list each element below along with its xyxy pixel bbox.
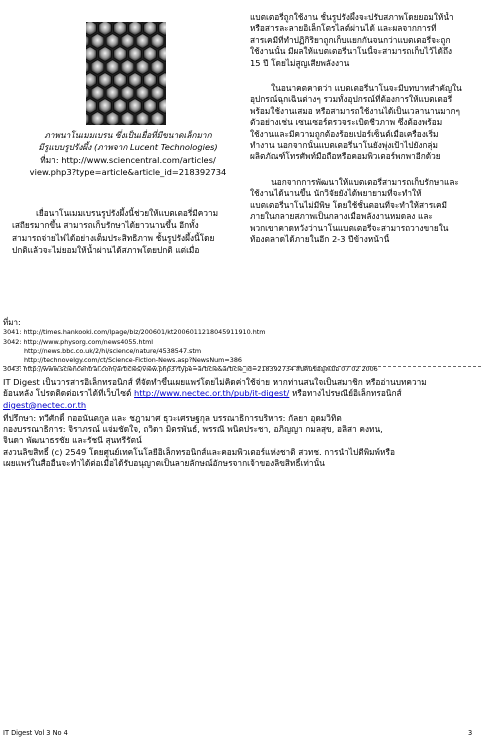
right-column-text <box>250 12 478 255</box>
footer-issue: IT Digest Vol 3 No 4 <box>3 729 68 737</box>
copyright-line-1: สงวนลิขสิทธิ์ (c) 2549 โดยศูนย์เทคโนโลยีอิเล็กทรอนิกส์และคอมพิวเตอร์แห่งชาติ สวทช. การนำไปตีพิมพ์หรือ <box>3 446 395 457</box>
text-line: ท้องตลาดได้ภายในอีก 2-3 ปีข้างหน้านี้ <box>250 233 390 244</box>
honeycomb-cell <box>121 34 134 49</box>
figure-caption <box>12 129 244 179</box>
honeycomb-cell <box>151 34 164 49</box>
publication-info <box>3 377 481 469</box>
reference-line: http://news.bbc.co.uk/2/hi/science/nature/4538547.stm <box>24 346 202 355</box>
text-line: อุปกรณ์ฉุกเฉินต่างๆ รวมทั้งอุปกรณ์ที่ต้องการให้แบตเตอรี่ <box>250 94 453 105</box>
honeycomb-cell <box>99 99 112 114</box>
text-line: ทำงาน นอกจากนั้นแบตเตอรี่นาโนยังพุ่งเป้าไปยังกลุ่ม <box>250 140 438 151</box>
caption-source-line-1: ที่มา: http://www.sciencentral.com/articles/ <box>40 154 216 165</box>
honeycomb-photo <box>86 22 166 125</box>
honeycomb-cell <box>129 47 142 62</box>
text-line: แบตเตอรี่ถูกใช้งาน ชั้นรูปรังผึ้งจะปรับสภาพโดยยอมให้น้ำ <box>250 12 454 22</box>
dashed-divider <box>3 366 481 368</box>
copyright-line-2: เผยแพร่ในสื่ออื่นจะทำได้ต่อเมื่อได้รับอนุญาตเป็นลายลักษณ์อักษรจากเจ้าของลิขสิทธิ์เท่านั้น <box>3 458 325 469</box>
intro-line-2 <box>3 388 481 399</box>
text-line: ภายในกลายสภาพเป็นกลางเมื่อพลังงานหมดลง และ <box>250 211 433 222</box>
right-paragraph-2 <box>250 83 478 163</box>
honeycomb-cell <box>129 22 142 36</box>
text-line: ตัวอย่างเช่น เซนเซอร์ตรวจระเบิดชีวภาพ ซึ่งต้องพร้อม <box>250 117 443 128</box>
honeycomb-cell <box>114 73 127 88</box>
intro-suffix: หรือทางไปรษณีย์อิเล็กทรอนิกส์ <box>289 388 402 399</box>
honeycomb-cell <box>151 60 164 75</box>
text-line: พร้อมใช้งานเสมอ หรือสามารถใช้งานได้เป็นเวลานานมากๆ <box>250 105 460 116</box>
honeycomb-cell <box>136 86 149 101</box>
honeycomb-cell <box>99 73 112 88</box>
caption-line-1: ภาพนาโนเมมเบรน ซึ่งเป็นเยื่อที่มีขนาดเล็กมาก <box>44 130 212 140</box>
editors-line-2: จินดา พัฒนาธรชัย และรัชนี สุนทรีรัตน์ <box>3 435 142 446</box>
honeycomb-cell <box>114 47 127 62</box>
text-line: ผลิตภัณฑ์โทรศัพท์มือถือหรือคอมพิวเตอร์พกพาอีกด้วย <box>250 151 441 162</box>
page-number: 3 <box>468 729 473 737</box>
website-link[interactable]: http://www.nectec.or.th/pub/it-digest/ <box>134 388 290 399</box>
honeycomb-cell <box>121 60 134 75</box>
reference-line: 3043: http://www.sciencentral.com/articles/view.php3?type=article&article_id=218392734 สืบค้นข้อมูลเมื่อ 07 02 2006 <box>3 365 378 374</box>
honeycomb-cell <box>106 60 119 75</box>
honeycomb-cell <box>136 60 149 75</box>
honeycomb-cell <box>99 47 112 62</box>
left-para-line: สามารถจ่ายไฟได้อย่างเต็มประสิทธิภาพ ชั้นรูปรังผึ้งนี้โดย <box>12 232 215 243</box>
right-paragraph-3 <box>250 177 478 245</box>
honeycomb-cell <box>106 86 119 101</box>
text-line: ใช้งานนั้น มีผลให้แบตเตอรี่นาโนนี้จะสามารถเก็บไว้ได้ถึง <box>250 46 453 57</box>
caption-line-2: มีรูแบบรูปรังผึ้ง (ภาพจาก Lucent Technologies) <box>38 142 218 153</box>
right-paragraph-1 <box>250 12 478 69</box>
text-line: ใช้งานได้นานขึ้น นักวิจัยยังได้พยายามที่จะทำให้ <box>250 188 422 199</box>
intro-prefix: ย้อนหลัง โปรดติดต่อเราได้ที่เว็บไซต์ <box>3 388 135 399</box>
honeycomb-cell <box>114 22 127 36</box>
left-column-paragraph <box>12 207 248 257</box>
reference-line: http://technovelgy.com/ct/Science-Fiction-News.asp?NewsNum=386 <box>24 356 242 365</box>
honeycomb-cell <box>144 22 157 36</box>
left-para-line: เสถียรมากขึ้น สามารถเก็บรักษาได้ยาวนานขึ้น อีกทั้ง <box>12 220 199 231</box>
honeycomb-cell <box>136 34 149 49</box>
text-line: 15 ปี โดยไม่สูญเสียพลังงาน <box>250 57 350 68</box>
membrane-figure-image <box>86 22 166 125</box>
text-line: แบตเตอรี่นาโนไม่มีพิษ โดยใช้ชั้นตอนที่จะทำให้สารเคมี <box>250 199 448 210</box>
honeycomb-cell <box>91 34 104 49</box>
left-para-line: เยื่อนาโนเมมเบรนรูปรังผึ้งนี้ช่วยให้แบตเตอรี่มีความ <box>36 208 219 218</box>
honeycomb-cell <box>91 60 104 75</box>
honeycomb-cell <box>151 86 164 101</box>
honeycomb-cell <box>99 22 112 36</box>
reference-line: 3042: http://www.physorg.com/news4055.html <box>3 337 154 346</box>
editors-line-1: กองบรรณาธิการ: จิราภรณ์ แจ่มชัดใจ, ถวิดา มิตรพันธ์, พรรณี พนิตประชา, อภิญญา กมลสุข, อลิสา คงทน, <box>3 424 383 435</box>
honeycomb-cell <box>144 73 157 88</box>
reference-line: 3041: http://times.hankooki.com/lpage/biz/200601/kt2006011218045911910.htm <box>3 328 266 337</box>
honeycomb-cell <box>144 47 157 62</box>
honeycomb-cell <box>91 86 104 101</box>
text-line: นอกจากการพัฒนาให้แบตเตอรี่สามารถเก็บรักษาและ <box>250 176 459 187</box>
caption-source-line-2: view.php3?type=article&article_id=218392734 <box>29 167 227 178</box>
text-line: สารเคมีที่ทำปฏิกิริยาถูกเก็บแยกกันจนกว่าแบตเตอรี่จะถูก <box>250 34 451 45</box>
text-line: หรือสารละลายอิเล็กโตรไลต์ผ่านได้ และผลจากการที่ <box>250 23 437 34</box>
honeycomb-cell <box>114 99 127 114</box>
honeycomb-cell <box>144 99 157 114</box>
honeycomb-cell <box>129 73 142 88</box>
left-para-line: ปกติแล้วจะไม่ยอมให้น้ำผ่านได้สภาพโดยปกติ แต่เมื่อ <box>12 245 200 256</box>
references-title: ที่มา: <box>3 318 21 327</box>
honeycomb-cell <box>129 99 142 114</box>
email-link[interactable]: digest@nectec.or.th <box>3 399 87 410</box>
intro-line-1: IT Digest เป็นวารสารอิเล็กทรอนิกส์ ที่จัดทำขึ้นเผยแพร่โดยไม่คิดค่าใช้จ่าย หากท่านสนใจเป็นสมาชิก หรืออ่านบทความ <box>3 377 427 387</box>
text-line: ในอนาคตคาดว่า แบตเตอรี่นาโนจะมีบทบาทสำคัญใน <box>250 83 462 94</box>
text-line: ใช้งานและมีความถูกต้องร้อยเปอร์เซ็นต์เมื่อเครื่องเริ่ม <box>250 128 439 139</box>
honeycomb-cell <box>121 86 134 101</box>
advisor-line: ที่ปรึกษา: ทวีศักดิ์ กออนันตกูล และ ชฎามาศ ธุวะเศรษฐกุล บรรณาธิการบริหาร: กัลยา อุดมวิทิต <box>3 412 342 423</box>
honeycomb-cell <box>106 34 119 49</box>
text-line: พวกเขาคาดหวังว่านาโนแบตเตอรี่จะสามารถวางขายใน <box>250 222 449 233</box>
